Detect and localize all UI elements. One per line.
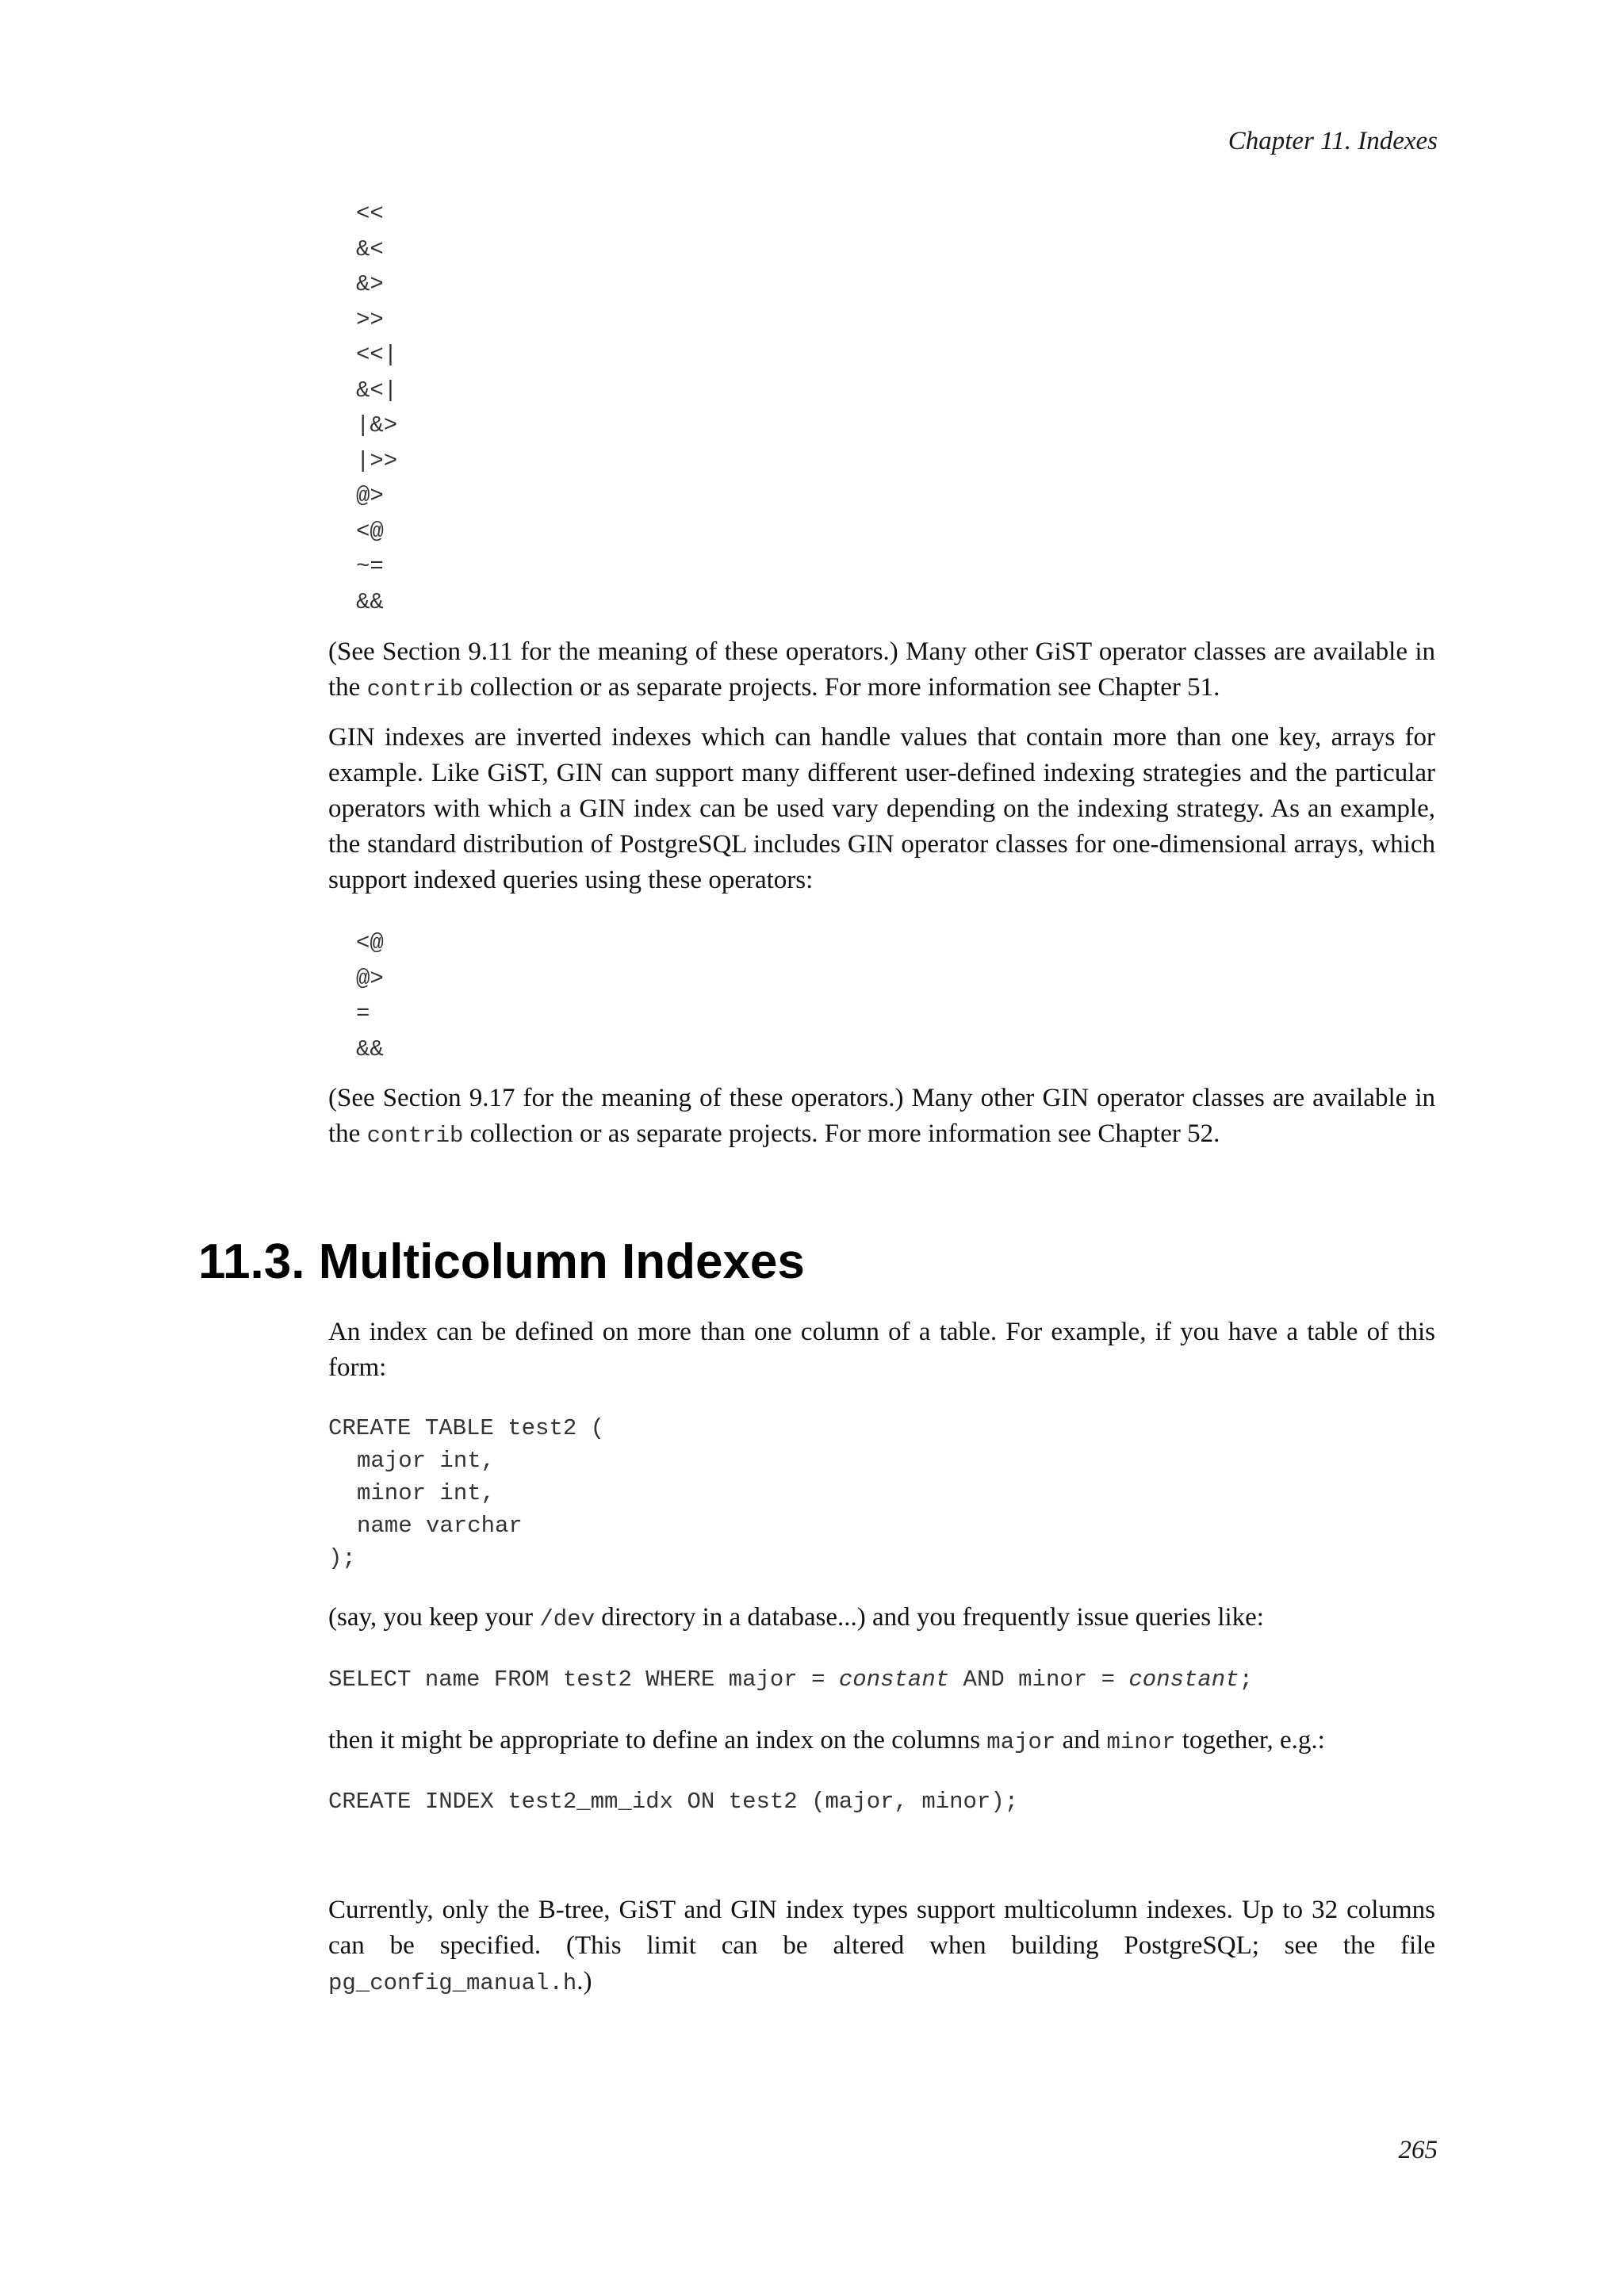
operator-item: |>>: [356, 447, 398, 474]
currently-text-2: .): [576, 1967, 592, 1996]
say-text-2: directory in a database...) and you frequently issue queries like:: [595, 1603, 1264, 1632]
dev-code: /dev: [539, 1606, 595, 1632]
operator-item: <@: [356, 518, 384, 545]
operator-item: &&: [356, 1035, 384, 1062]
operator-item: &>: [356, 271, 384, 297]
page-number: 265: [1398, 2136, 1438, 2164]
gin-note-text-1: (See Section 9.17 for the meaning of these operators.) Many other GIN operator classes are available in the: [328, 1084, 1435, 1148]
code-line: [328, 1510, 604, 1542]
say-paragraph: [328, 1600, 1435, 1637]
say-text-1: (say, you keep your: [328, 1603, 540, 1632]
operator-item: &&: [356, 588, 384, 615]
code-line: );: [328, 1545, 356, 1571]
gin-operators-note: [328, 1081, 1435, 1154]
gist-operators-note: [328, 634, 1435, 707]
code-text: ;: [1239, 1667, 1254, 1693]
section-title: 11.3. Multicolumn Indexes: [198, 1234, 805, 1289]
operator-item: @>: [356, 483, 384, 509]
code-text: minor int,: [357, 1480, 496, 1506]
operator-item: &<|: [356, 377, 398, 404]
major-code: major: [986, 1729, 1056, 1755]
gin-operator-list: [356, 926, 384, 1067]
section-intro: An index can be defined on more than one column of a table. For example, if you have a table of this form:: [328, 1318, 1435, 1382]
running-header: Chapter 11. Indexes: [1228, 127, 1438, 155]
contrib-code: contrib: [366, 676, 464, 702]
gin-paragraph: GIN indexes are inverted indexes which can handle values that contain more than one key, arrays for example. Like GiST, GIN can support many different user-defined indexing strategies and the particular operators with which a GIN index can be used vary depending on the indexing strategy. As an example, the standard distribution of PostgreSQL includes GIN operator classes for one-dimensional arrays, which support indexed queries using these operators:: [328, 723, 1435, 894]
gist-operator-list: [356, 197, 397, 620]
config-file-code: pg_config_manual.h: [328, 1970, 577, 1996]
then-text-3: together, e.g.:: [1175, 1726, 1325, 1755]
gin-note-text-2: collection or as separate projects. For more information see Chapter 52.: [463, 1119, 1220, 1148]
currently-paragraph: [328, 1892, 1435, 2001]
operator-item: |&>: [356, 412, 398, 438]
then-paragraph: [328, 1723, 1435, 1760]
code-text: major int,: [357, 1448, 496, 1474]
replaceable-constant: constant: [1128, 1667, 1239, 1693]
code-line: CREATE TABLE test2 (: [328, 1415, 605, 1441]
code-text: AND minor =: [949, 1667, 1129, 1693]
code-line: [328, 1445, 604, 1477]
select-query-code: [328, 1663, 1253, 1696]
operator-item: <@: [356, 930, 384, 956]
operator-item: >>: [356, 306, 384, 333]
code-text: SELECT name FROM test2 WHERE major =: [328, 1667, 839, 1693]
gist-note-text-1: (See Section 9.11 for the meaning of these operators.) Many other GiST operator classes are available in the: [328, 637, 1435, 702]
currently-text-1: Currently, only the B-tree, GiST and GIN index types support multicolumn indexes. Up to 32 columns can be specified. (This limit can be altered when building PostgreSQL; see the file: [328, 1896, 1435, 1960]
operator-item: &<: [356, 235, 384, 262]
operator-item: ~=: [356, 553, 384, 580]
then-text-2: and: [1055, 1726, 1107, 1755]
create-index-code: CREATE INDEX test2_mm_idx ON test2 (major, minor);: [328, 1789, 1019, 1815]
gist-note-text-2: collection or as separate projects. For more information see Chapter 51.: [463, 673, 1220, 702]
code-line: [328, 1477, 604, 1510]
operator-item: @>: [356, 965, 384, 992]
operator-item: <<|: [356, 342, 398, 368]
replaceable-constant: constant: [838, 1667, 950, 1693]
operator-item: =: [356, 1001, 370, 1027]
then-text-1: then it might be appropriate to define an index on the columns: [328, 1726, 987, 1755]
minor-code: minor: [1106, 1729, 1176, 1755]
contrib-code: contrib: [366, 1123, 464, 1149]
operator-item: <<: [356, 201, 384, 227]
create-table-code: [328, 1412, 604, 1575]
code-text: name varchar: [357, 1513, 523, 1539]
